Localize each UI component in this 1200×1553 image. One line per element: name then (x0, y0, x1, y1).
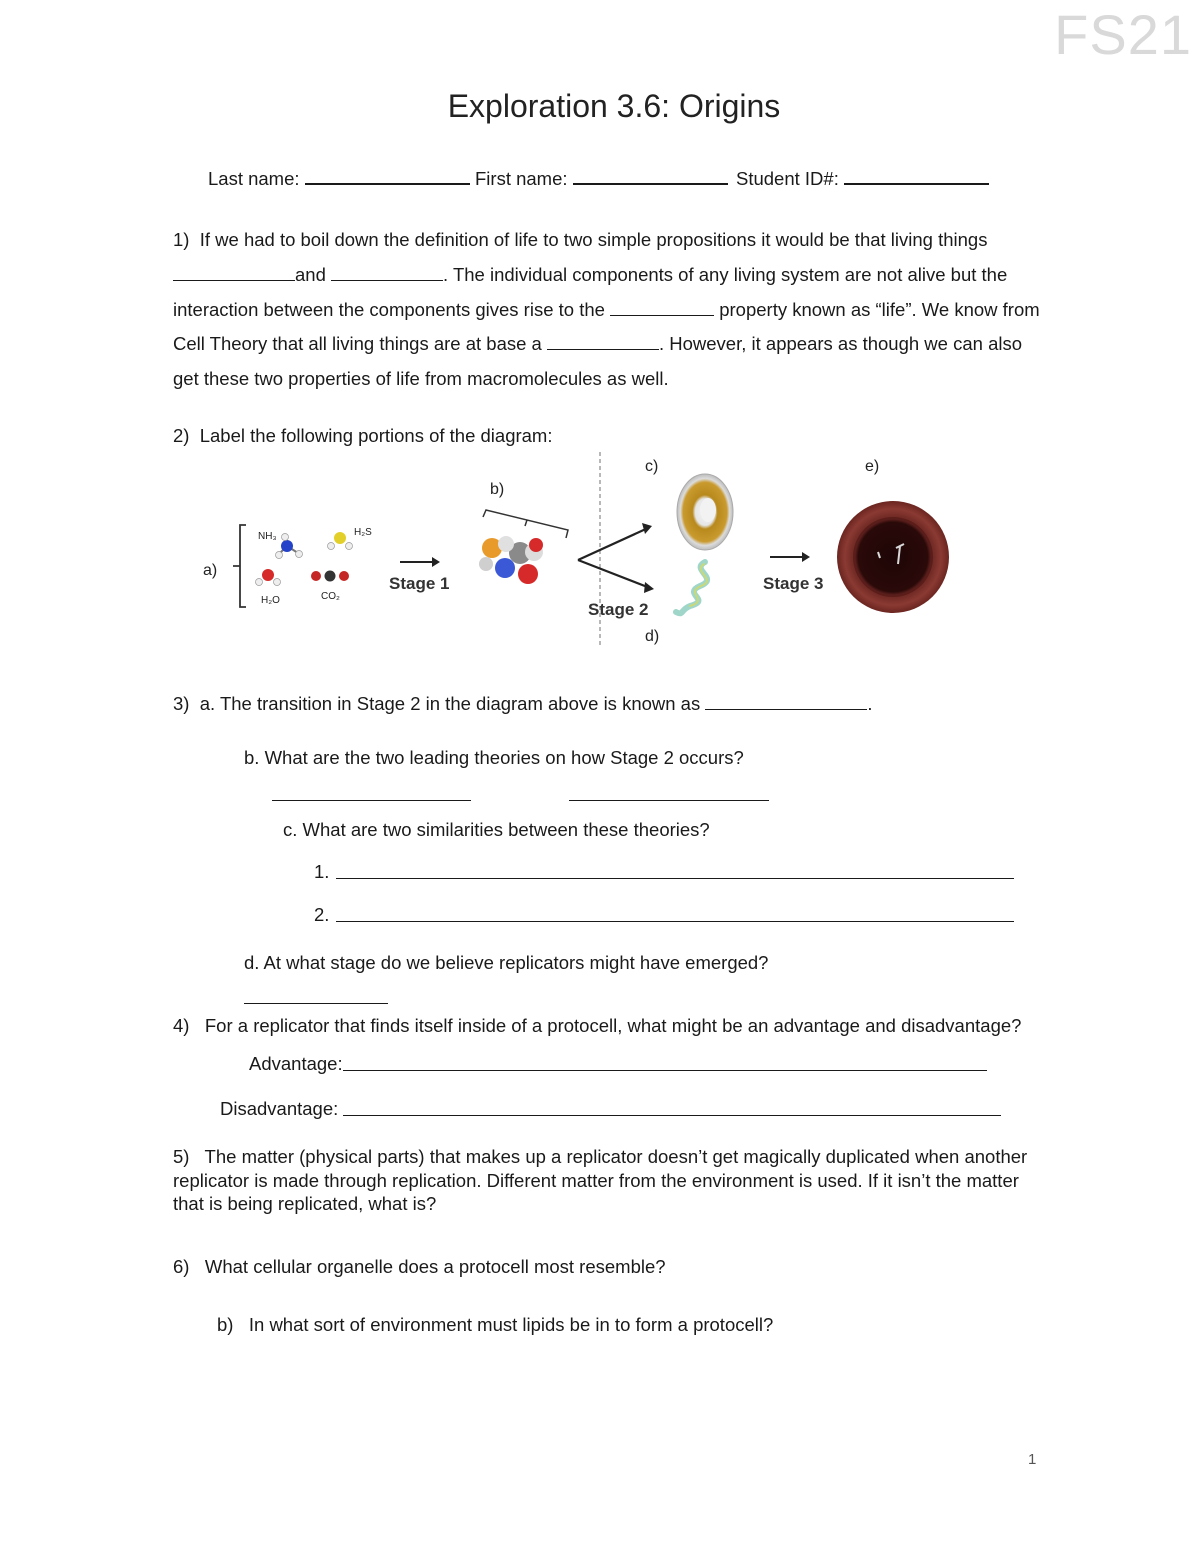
q3b-text: b. What are the two leading theories on how Stage 2 occurs? (244, 747, 744, 768)
q3a-end: . (867, 693, 873, 714)
stage-1-label: Stage 1 (389, 574, 450, 593)
stage-3-arrow-icon (802, 552, 810, 562)
q3c-text: c. What are two similarities between these theories? (283, 819, 710, 840)
q1-text-5: . However, it appears as though we can also get these two properties of life from macromolecules as well. (173, 333, 1023, 390)
q6b-number: b) (217, 1314, 234, 1335)
student-id-field (736, 167, 989, 190)
student-id-blank[interactable] (844, 167, 989, 185)
page-number: 1 (1028, 1451, 1037, 1468)
q1-text-2: and (295, 263, 326, 285)
q6-prompt: What cellular organelle does a protocell most resemble? (204, 1256, 666, 1277)
label-d: d) (645, 628, 660, 645)
stage-2-label: Stage 2 (588, 600, 649, 619)
q3c-item-1-label: 1. (314, 861, 330, 882)
rna-strand-icon (676, 562, 707, 613)
question-6 (173, 1256, 666, 1278)
h2s-label: H₂S (354, 527, 372, 538)
question-5 (173, 1145, 1033, 1216)
q1-text-3: . The individual components of any living system are not alive but the interaction between the components gives rise to the (173, 263, 1008, 320)
protocell-icon (837, 501, 949, 613)
q5-number: 5) (173, 1146, 190, 1167)
q1-text-4: property known as “life”. We know from Cell Theory that all living things are at base a (173, 298, 1040, 355)
q4-number: 4) (173, 1015, 190, 1036)
q3d-text: d. At what stage do we believe replicators might have emerged? (244, 952, 769, 973)
q3a-blank[interactable] (705, 693, 867, 710)
label-c: c) (645, 458, 659, 475)
q6b-prompt: In what sort of environment must lipids be in to form a protocell? (248, 1314, 774, 1335)
label-a: a) (203, 562, 218, 579)
nh3-label: NH₃ (258, 531, 277, 542)
first-name-field (475, 167, 728, 190)
first-name-label: First name: (475, 168, 568, 189)
label-e: e) (865, 458, 880, 475)
q3a-text: a. The transition in Stage 2 in the diagram above is known as (199, 693, 701, 714)
q3b-answer-line-2[interactable] (569, 800, 769, 801)
h2o-molecule (256, 569, 281, 586)
first-name-blank[interactable] (573, 167, 728, 185)
q3c-item-2-label: 2. (314, 904, 330, 925)
advantage-label: Advantage: (249, 1053, 343, 1074)
co2-label: CO₂ (321, 591, 340, 602)
q3-number: 3) (173, 693, 190, 714)
stage-2-arrows (578, 528, 650, 588)
q1-blank-4[interactable] (547, 333, 659, 350)
h2s-molecule (328, 532, 353, 550)
last-name-label: Last name: (208, 168, 300, 189)
label-b: b) (490, 481, 505, 498)
q4-prompt: For a replicator that finds itself inside of a protocell, what might be an advantage and disadvantage? (204, 1015, 1022, 1036)
q6-number: 6) (173, 1256, 190, 1277)
page-title: Exploration 3.6: Origins (447, 88, 781, 124)
q1-blank-3[interactable] (610, 299, 714, 316)
h2o-label: H₂O (261, 595, 280, 606)
q3c-answer-line-1[interactable] (336, 878, 1014, 879)
q2-prompt: Label the following portions of the diagram: (199, 425, 553, 446)
disadvantage-label: Disadvantage: (220, 1098, 339, 1119)
q1-text-1: If we had to boil down the definition of life to two simple propositions it would be that living things (199, 229, 988, 250)
co2-molecule (311, 571, 349, 582)
micelle-icon (677, 474, 733, 550)
watermark: FS21 (1054, 3, 1192, 66)
q1-blank-1[interactable] (173, 264, 295, 281)
advantage-answer-line[interactable] (343, 1070, 987, 1071)
q1-number: 1) (173, 229, 190, 250)
question-6b (217, 1314, 773, 1336)
question-4 (173, 1015, 1021, 1037)
q3d-answer-line[interactable] (244, 1003, 388, 1004)
q2-number: 2) (173, 425, 190, 446)
origins-diagram (0, 440, 1200, 655)
last-name-blank[interactable] (305, 167, 470, 185)
nh3-molecule (276, 534, 303, 559)
amino-acid-molecule (479, 536, 543, 584)
stage-3-label: Stage 3 (763, 574, 824, 593)
stage-1-arrow-icon (432, 557, 440, 567)
q1-blank-2[interactable] (331, 264, 443, 281)
question-3a (173, 693, 873, 715)
last-name-field (208, 167, 470, 190)
q3c-answer-line-2[interactable] (336, 921, 1014, 922)
brace-a (233, 525, 246, 607)
disadvantage-answer-line[interactable] (343, 1115, 1001, 1116)
q5-prompt: The matter (physical parts) that makes up a replicator doesn’t get magically duplicated when another replicator is made through replication. Different matter from the environment is used. If it isn’t the matter that is being replicated, what is? (173, 1146, 1028, 1214)
student-id-label: Student ID#: (736, 168, 839, 189)
question-1 (173, 223, 1043, 397)
q3b-answer-line-1[interactable] (272, 800, 471, 801)
